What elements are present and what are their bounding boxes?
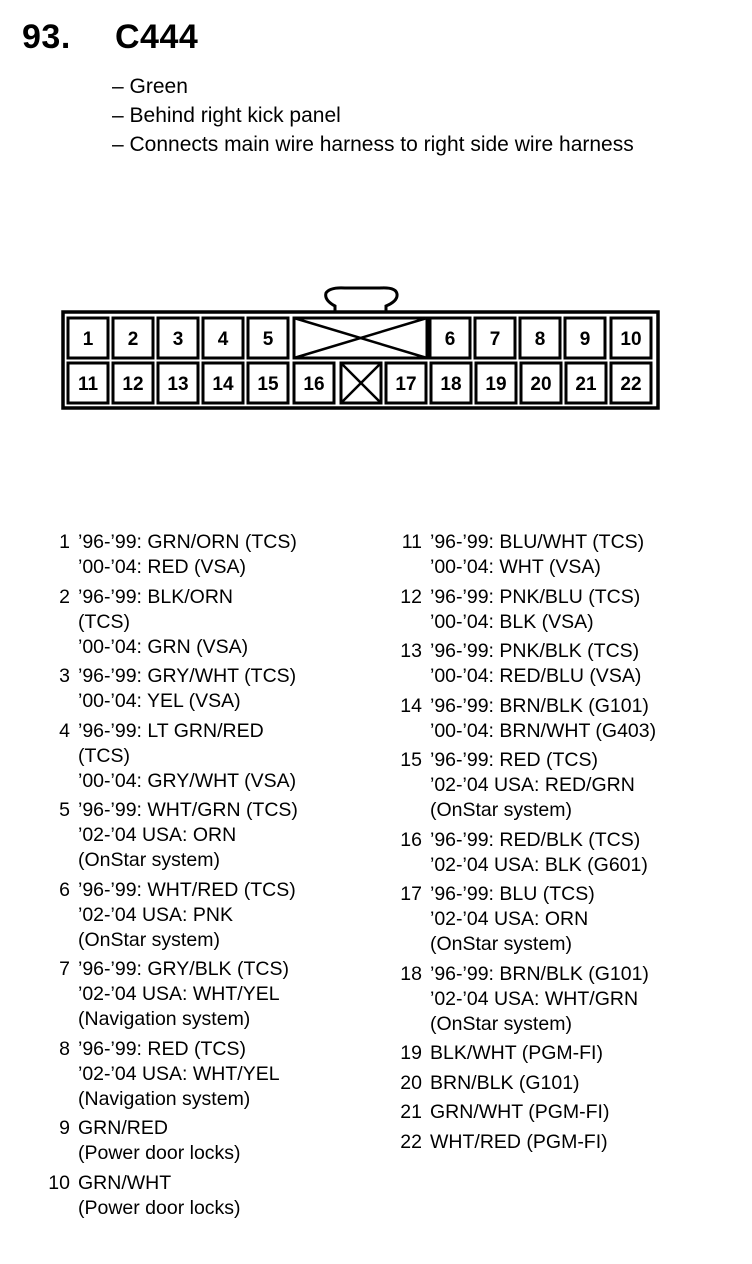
pin-entry-20: [392, 1071, 722, 1096]
pin-description-line: ’02-’04 USA: WHT/YEL: [78, 1062, 280, 1085]
pin-entry-5: [40, 798, 360, 873]
pin-entry-9: [40, 1116, 360, 1166]
pin-number: 6: [59, 878, 70, 901]
pin-number: 9: [59, 1117, 70, 1139]
pin-description-line: ’96-’99: RED/BLK (TCS): [430, 828, 641, 851]
pin-description-line: ’02-’04 USA: RED/GRN: [430, 774, 635, 796]
pin-label-9: 9: [579, 329, 591, 350]
connector-code: C444: [115, 18, 199, 56]
pin-number: 5: [59, 799, 70, 821]
pin-description-line: ’96-’99: WHT/GRN (TCS): [78, 799, 298, 821]
pin-description-line: ’02-’04 USA: ORN: [430, 908, 589, 930]
pin-description-line: (Power door locks): [78, 1142, 241, 1164]
pin-entry-10: [40, 1171, 360, 1221]
pin-description-line: (OnStar system): [430, 933, 572, 955]
pin-description-line: ’96-’99: GRY/BLK (TCS): [78, 958, 289, 980]
pin-description-line: GRN/WHT: [78, 1171, 172, 1194]
pin-description-line: ’00-’04: YEL (VSA): [78, 690, 241, 712]
pin-number: 2: [59, 585, 70, 608]
pin-entry-14: [392, 694, 722, 744]
section-number: 93.: [22, 18, 71, 56]
pin-description-line: ’96-’99: RED (TCS): [78, 1037, 246, 1060]
pin-number: 4: [59, 719, 70, 742]
pin-entry-7: [40, 957, 360, 1032]
pin-label-6: 6: [444, 329, 456, 350]
pin-description-line: WHT/RED (PGM-FI): [430, 1130, 608, 1153]
pin-description-line: ’96-’99: BLK/ORN: [78, 585, 233, 608]
pin-entry-13: [392, 639, 722, 689]
pin-label-18: 18: [440, 374, 462, 395]
pin-description-line: ’02-’04 USA: WHT/GRN: [430, 987, 639, 1010]
pin-description-line: ’96-’99: WHT/RED (TCS): [78, 878, 296, 901]
pin-label-2: 2: [127, 329, 139, 350]
pin-description-line: ’96-’99: BRN/BLK (G101): [430, 694, 649, 717]
pin-description-line: (OnStar system): [430, 799, 572, 821]
pin-entry-3: [40, 664, 360, 714]
pin-label-15: 15: [257, 374, 279, 395]
pin-entry-22: [392, 1130, 722, 1155]
pin-description-line: GRN/WHT (PGM-FI): [430, 1101, 610, 1123]
note-location: – Behind right kick panel: [112, 104, 341, 127]
pin-number: 20: [400, 1071, 422, 1094]
pin-number: 7: [59, 958, 70, 980]
pin-description-line: GRN/RED: [78, 1117, 168, 1139]
pin-description-line: (TCS): [78, 610, 130, 633]
pin-description-line: ’02-’04 USA: WHT/YEL: [78, 983, 280, 1005]
pin-entry-21: [392, 1100, 722, 1125]
pin-entry-2: [40, 585, 360, 660]
pin-label-10: 10: [620, 329, 642, 350]
pin-entry-15: [392, 748, 722, 823]
pin-description-line: BRN/BLK (G101): [430, 1071, 580, 1094]
pin-number: 12: [400, 585, 422, 608]
pin-label-21: 21: [575, 374, 597, 395]
pin-entry-17: [392, 882, 722, 957]
pin-entry-1: [40, 530, 360, 580]
pin-number: 13: [400, 640, 422, 662]
pin-label-16: 16: [303, 374, 325, 395]
pin-number: 16: [400, 828, 422, 851]
pin-label-7: 7: [489, 329, 501, 350]
pin-description-line: (OnStar system): [430, 1012, 572, 1035]
pin-description-line: ’02-’04 USA: BLK (G601): [430, 853, 648, 876]
pin-description-line: ’96-’99: GRY/WHT (TCS): [78, 665, 297, 687]
pin-entry-18: [392, 962, 722, 1037]
pin-label-20: 20: [530, 374, 552, 395]
pin-description-line: ’96-’99: BRN/BLK (G101): [430, 962, 649, 985]
pin-number: 17: [400, 883, 422, 905]
pin-description-line: (Navigation system): [78, 1008, 251, 1030]
pin-label-11: 11: [77, 374, 99, 395]
pin-number: 15: [400, 749, 422, 771]
pin-label-13: 13: [167, 374, 189, 395]
pin-description-line: ’00-’04: BRN/WHT (G403): [430, 719, 657, 742]
pin-number: 10: [48, 1171, 70, 1194]
pin-number: 18: [400, 962, 422, 985]
connector-lock-tab: [326, 288, 397, 313]
pin-list-right: [392, 530, 722, 1159]
pin-entry-8: [40, 1037, 360, 1112]
pin-label-17: 17: [395, 374, 417, 395]
pin-entry-19: [392, 1041, 722, 1066]
pin-list-left: [40, 530, 360, 1225]
pin-number: 11: [401, 531, 422, 553]
pin-description-line: ’00-’04: RED/BLU (VSA): [430, 665, 642, 687]
pin-description-line: ’96-’99: PNK/BLK (TCS): [430, 640, 640, 662]
pin-description-line: (OnStar system): [78, 849, 220, 871]
pin-description-line: ’02-’04 USA: ORN: [78, 824, 237, 846]
note-color: – Green: [112, 75, 188, 98]
pin-description-line: ’96-’99: PNK/BLU (TCS): [430, 585, 641, 608]
pin-label-22: 22: [620, 374, 642, 395]
pin-description-line: (TCS): [78, 744, 130, 767]
pin-label-14: 14: [212, 374, 234, 395]
pin-label-5: 5: [262, 329, 274, 350]
pin-number: 14: [400, 694, 422, 717]
pin-number: 3: [59, 665, 70, 687]
pin-description-line: BLK/WHT (PGM-FI): [430, 1042, 603, 1064]
pin-description-line: (Navigation system): [78, 1087, 251, 1110]
pin-label-12: 12: [122, 374, 144, 395]
pin-number: 19: [400, 1042, 422, 1064]
pin-number: 21: [400, 1101, 422, 1123]
note-connection: – Connects main wire harness to right side wire harness: [112, 133, 634, 156]
pin-label-8: 8: [534, 329, 546, 350]
pin-description-line: ’00-’04: GRY/WHT (VSA): [78, 769, 297, 792]
connector-diagram: [0, 0, 752, 440]
pin-label-1: 1: [82, 329, 94, 350]
pin-number: 22: [400, 1130, 422, 1153]
pin-description-line: (OnStar system): [78, 928, 220, 951]
pin-description-line: (Power door locks): [78, 1196, 241, 1219]
pin-entry-11: [392, 530, 722, 580]
pin-entry-4: [40, 719, 360, 794]
pin-description-line: ’96-’99: GRN/ORN (TCS): [78, 531, 297, 553]
pin-description-line: ’00-’04: BLK (VSA): [430, 610, 594, 633]
pin-label-4: 4: [217, 329, 229, 350]
pin-description-line: ’96-’99: BLU (TCS): [430, 883, 595, 905]
pin-description-line: ’00-’04: WHT (VSA): [430, 556, 601, 578]
pin-number: 8: [59, 1037, 70, 1060]
pin-label-3: 3: [172, 329, 184, 350]
pin-description-line: ’00-’04: RED (VSA): [78, 556, 246, 578]
pin-entry-16: [392, 828, 722, 878]
pin-entry-6: [40, 878, 360, 953]
pin-description-line: ’96-’99: LT GRN/RED: [78, 719, 264, 742]
pin-entry-12: [392, 585, 722, 635]
pin-label-19: 19: [485, 374, 507, 395]
pin-description-line: ’96-’99: RED (TCS): [430, 749, 598, 771]
pin-description-line: ’02-’04 USA: PNK: [78, 903, 233, 926]
pin-description-line: ’96-’99: BLU/WHT (TCS): [430, 531, 645, 553]
pin-description-line: ’00-’04: GRN (VSA): [78, 635, 249, 658]
pin-number: 1: [59, 531, 70, 553]
